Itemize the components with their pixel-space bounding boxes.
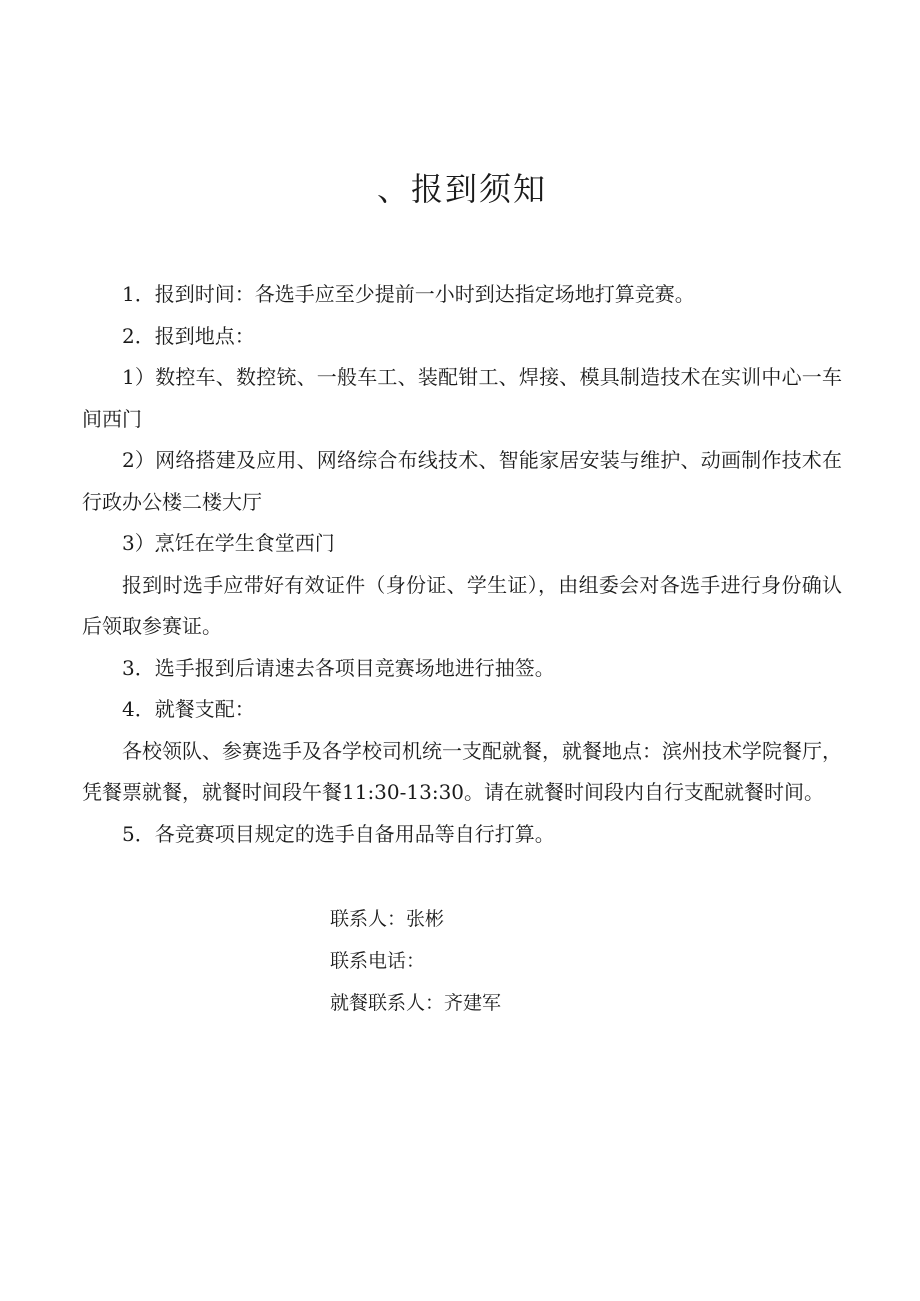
paragraph-dining-heading: 4．就餐支配：: [122, 697, 255, 721]
paragraph-dining-details: 各校领队、参赛选手及各学校司机统一支配就餐，就餐地点：滨州技术学院餐厅，凭餐票就餐，就餐时间段午餐11:30-13:30。请在就餐时间段内自行支配就餐时间。: [82, 738, 842, 804]
page-title: [0, 164, 920, 210]
paragraph-location-3: 3）烹饪在学生食堂西门: [122, 531, 335, 555]
paragraph-own-supplies: 5．各竞赛项目规定的选手自备用品等自行打算。: [122, 821, 555, 846]
contact-person: 联系人：张彬: [330, 908, 445, 930]
dining-contact: 就餐联系人：齐建军: [330, 992, 502, 1014]
contact-block: [330, 898, 750, 1024]
notice-body: [82, 274, 842, 855]
paragraph-location-1: 1）数控车、数控铳、一般车工、装配钳工、焊接、模具制造技术在实训中心一车间西门: [82, 365, 842, 431]
page-title-text: 、报到须知: [376, 170, 547, 208]
paragraph-report-time: 1．报到时间：各选手应至少提前一小时到达指定场地打算竞赛。: [122, 282, 695, 306]
paragraph-id-requirement: 报到时选手应带好有效证件（身份证、学生证），由组委会对各选手进行身份确认后领取参赛证。: [82, 572, 842, 638]
paragraph-draw-lots: 3．选手报到后请速去各项目竞赛场地进行抽签。: [122, 655, 555, 680]
paragraph-location-2: 2）网络搭建及应用、网络综合布线技术、智能家居安装与维护、动画制作技术在行政办公楼二楼大厅: [82, 448, 842, 514]
paragraph-report-location-heading: 2．报到地点：: [122, 323, 255, 348]
contact-phone: 联系电话：: [330, 950, 426, 972]
